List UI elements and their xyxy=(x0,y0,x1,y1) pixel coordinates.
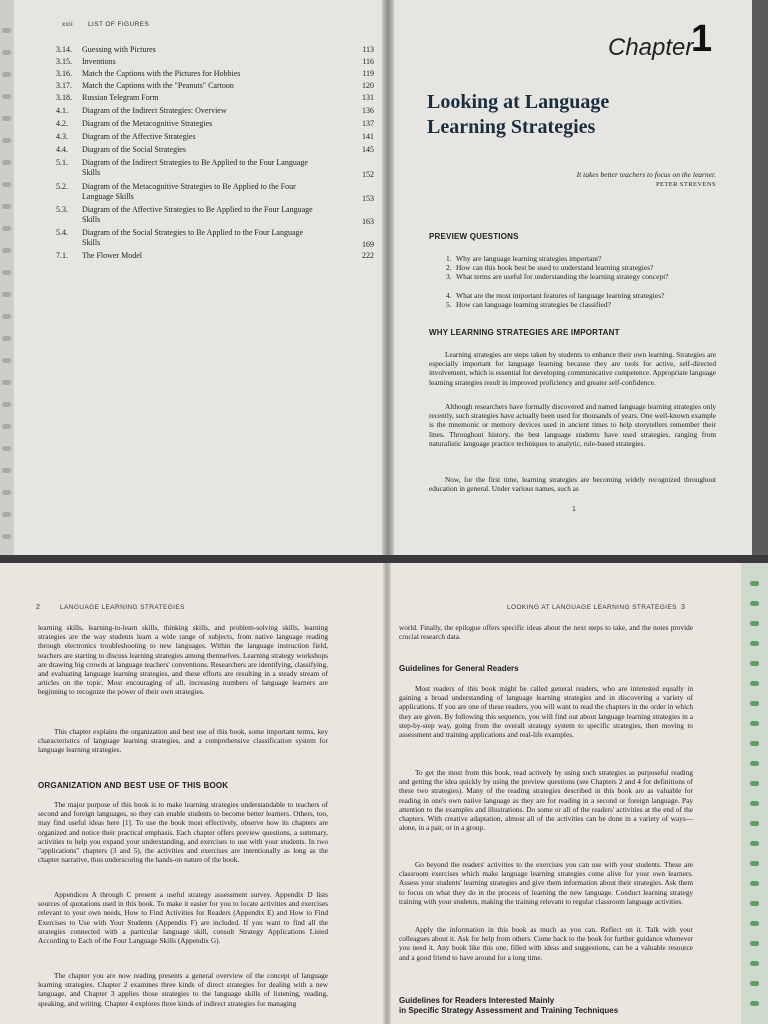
figure-number: 3.14. xyxy=(56,45,72,54)
question-text: What are the most important features of language learning strategies? xyxy=(456,291,665,300)
figure-number: 7.1. xyxy=(56,251,68,260)
right-binding xyxy=(741,563,768,1024)
figure-title: Russian Telegram Form xyxy=(82,93,159,102)
figure-page: 116 xyxy=(362,57,374,66)
figure-entry xyxy=(56,251,374,261)
figure-entry xyxy=(56,106,374,116)
page-chapter-1 xyxy=(394,0,752,555)
figure-entry xyxy=(56,182,374,202)
figure-page: 145 xyxy=(362,145,374,154)
figure-title: Diagram of the Metacognitive Strategies to Be Applied to the Four Language Skills xyxy=(82,182,296,201)
why-heading: WHY LEARNING STRATEGIES ARE IMPORTANT xyxy=(429,328,620,337)
body-paragraph: learning skills, learning-to-learn skills, thinking skills, and problem-solving skills, learning strategies are the way students learn a wide range of subjects, from native language reading through electronics troubleshooting to new languages. Within the language instruction field, teachers are starting to discuss learning strategies among themselves. Learning strategy workshops are drawing big crowds at language teachers' conventions. Researchers are identifying, classifying, and evaluating language learning strategies, and these efforts are resulting in a steady stream of articles on the topic. Most encouraging of all, increasing numbers of language learners are beginning to recognize the power of their own strategies. xyxy=(38,623,328,697)
figure-page: 152 xyxy=(362,170,374,179)
body-paragraph: Most readers of this book might be called general readers, who are interested equally in gaining a broad understanding of language learning strategies and in discovering a variety of applications. If you are one of these readers, you will want to read the chapters in the order in which they are given. By following this sequence, you will find out about language learning strategies in a step-by-step way, going from the overall strategy system to specific strategies, then moving to assessment and training applications and real-life examples. xyxy=(399,684,693,740)
general-readers-heading: Guidelines for General Readers xyxy=(399,664,519,673)
running-head: LOOKING AT LANGUAGE LEARNING STRATEGIES xyxy=(507,604,677,611)
figure-title: Match the Captions with the Pictures for Hobbies xyxy=(82,69,241,78)
figure-page: 113 xyxy=(362,45,374,54)
question-text: What terms are useful for understanding the learning strategy concept? xyxy=(456,272,669,281)
body-paragraph: The major purpose of this book is to make learning strategies understandable to teachers of second and foreign languages, so they can enable students to become better learners. Others, too, may find useful ideas here [1]. To use the book most effectively, observe how its chapters are organized and notice their practical emphasis. Each chapter offers preview questions, a summary, activities to help you expand your understanding, and exercises to use with your students. In two "applications" chapters (3 and 5), the activities and exercises are intentionally as long as the chapter narrative, thus underscoring the hands-on nature of the book. xyxy=(38,800,328,865)
figure-page: 136 xyxy=(362,106,374,115)
figure-page: 141 xyxy=(362,132,374,141)
left-binding xyxy=(0,0,14,555)
page-number: xxii xyxy=(62,21,73,28)
body-paragraph: Learning strategies are steps taken by students to enhance their own learning. Strategies are especially important for language learning because they are tools for active, self-directed involvement, which is essential for developing communicative competence. Appropriate language learning strategies result in improved proficiency and greater self-confidence. xyxy=(429,350,716,387)
figure-entry xyxy=(56,45,374,55)
page-number: 3 xyxy=(681,604,685,611)
bottom-spread xyxy=(0,563,768,1024)
figure-title: Inventions xyxy=(82,57,116,66)
figure-entry xyxy=(56,119,374,129)
page-number: 2 xyxy=(36,604,40,611)
question-number: 5. xyxy=(446,300,452,309)
figure-number: 5.3. xyxy=(56,205,68,214)
chapter-label: Chapter xyxy=(608,34,694,61)
question-text: How can language learning strategies be classified? xyxy=(456,300,611,309)
chapter-title-line: Looking at Language xyxy=(427,91,610,113)
organization-heading: ORGANIZATION AND BEST USE OF THIS BOOK xyxy=(38,781,229,790)
chapter-title-line: Learning Strategies xyxy=(427,116,596,138)
figure-page: 119 xyxy=(362,69,374,78)
figure-title: Diagram of the Affective Strategies xyxy=(82,132,196,141)
preview-question xyxy=(446,272,716,291)
page-2 xyxy=(0,563,385,1024)
figure-number: 5.4. xyxy=(56,228,68,237)
gutter-shadow xyxy=(383,563,391,1024)
figure-number: 3.16. xyxy=(56,69,72,78)
preview-question xyxy=(446,300,716,310)
figure-title: Diagram of the Indirect Strategies: Overview xyxy=(82,106,227,115)
body-paragraph: Apply the information in this book as much as you can. Reflect on it. Talk with your colleagues about it. Ask for help from others. Come back to the book for further guidance whenever you need it. Any book like this one, filled with ideas and suggestions, can be a valuable resource and a good friend to have around for a long time. xyxy=(399,925,693,962)
figure-title: Guessing with Pictures xyxy=(82,45,156,54)
figure-number: 4.3. xyxy=(56,132,68,141)
running-head: LIST OF FIGURES xyxy=(88,21,150,28)
page-3 xyxy=(391,563,741,1024)
figure-page: 222 xyxy=(362,251,374,260)
chapter-number: 1 xyxy=(691,18,713,60)
figure-entry xyxy=(56,158,374,178)
heading-line: in Specific Strategy Assessment and Training Techniques xyxy=(399,1006,619,1015)
gutter-shadow xyxy=(382,0,394,555)
figure-number: 4.2. xyxy=(56,119,68,128)
figure-title: The Flower Model xyxy=(82,251,142,260)
figure-entry xyxy=(56,57,374,67)
epigraph: It takes better teachers to focus on the learner. xyxy=(576,170,716,179)
body-paragraph: To get the most from this book, read actively by using such strategies as purposeful reading and getting the idea quickly by using the preview questions (see Chapters 2 and 4 for definitions of these two strategies). Many of the reading strategies described in this book are as valuable for reading in one's own native language as they are for reading in a second or foreign language. Pay attention to the examples and illustrations. Do some or all of the readers' activities at the end of the chapters. With creative adaptation, almost all of the activities can be done in a variety of ways—alone, in a pair, or in a group. xyxy=(399,768,693,833)
figure-page: 169 xyxy=(362,240,374,249)
page-number: 1 xyxy=(572,506,576,513)
specific-readers-heading xyxy=(399,996,699,1016)
figure-title: Match the Captions with the "Peanuts" Cartoon xyxy=(82,81,234,90)
figure-entry xyxy=(56,69,374,79)
figure-number: 4.4. xyxy=(56,145,68,154)
body-paragraph: This chapter explains the organization and best use of this book, some important terms, key characteristics of language learning strategies, and a comprehensive classification system for language learning strategies. xyxy=(38,727,328,755)
figure-title: Diagram of the Metacognitive Strategies xyxy=(82,119,213,128)
figure-entry xyxy=(56,228,374,248)
figure-number: 4.1. xyxy=(56,106,68,115)
figure-page: 153 xyxy=(362,194,374,203)
figure-entry xyxy=(56,132,374,142)
question-text: Why are language learning strategies important? xyxy=(456,254,602,263)
body-paragraph: Appendices A through C present a useful strategy assessment survey. Appendix D lists sources of quotations used in this book. To make it easier for you to locate activities and exercises relevant to your own needs, How to Find Activities for Readers (Appendix E) and How to Find Exercises to Use with Your Students (Appendix F) are included. If you want to find all the strategies connected with a particular language skill, consult Strategy Applications Listed According to Each of the Four Language Skills (Appendix G). xyxy=(38,890,328,946)
page-list-of-figures xyxy=(14,0,386,555)
figure-number: 5.1. xyxy=(56,158,68,167)
figure-number: 3.17. xyxy=(56,81,72,90)
question-number: 1. xyxy=(446,254,452,263)
figure-entry xyxy=(56,81,374,91)
body-paragraph: Go beyond the readers' activities to the exercises you can use with your students. These are classroom exercises which make language learning strategies come alive for your own learners. Assess your students' learning strategies and give them information about their strategies. Ask them to focus on what they do in the process of learning the new language. Conduct learning strategy training with your students, making the training relevant to regular classroom language activities. xyxy=(399,860,693,906)
figure-title: Diagram of the Social Strategies xyxy=(82,145,186,154)
body-paragraph: The chapter you are now reading presents a general overview of the concept of language learning strategies. Chapter 2 examines three kinds of direct strategies for dealing with a new language, and Chapter 3 applies those strategies to the language skills of listening, reading, speaking, and writing. Chapter 4 explores three kinds of indirect strategies for managing xyxy=(38,971,328,1008)
figure-title: Diagram of the Affective Strategies to Be Applied to the Four Language Skills xyxy=(82,205,313,224)
epigraph-author: PETER STREVENS xyxy=(656,181,716,188)
question-text: How can this book best be used to understand learning strategies? xyxy=(456,263,654,272)
preview-questions-heading: PREVIEW QUESTIONS xyxy=(429,232,519,241)
figure-title: Diagram of the Social Strategies to Be Applied to the Four Language Skills xyxy=(82,228,304,247)
figure-number: 3.15. xyxy=(56,57,72,66)
body-paragraph: world. Finally, the epilogue offers specific ideas about the next steps to take, and the notes provide crucial research data. xyxy=(399,623,693,642)
question-number: 3. xyxy=(446,272,452,281)
question-number: 2. xyxy=(446,263,452,272)
question-number: 4. xyxy=(446,291,452,300)
figure-entry xyxy=(56,205,374,225)
heading-line: Guidelines for Readers Interested Mainly xyxy=(399,996,555,1005)
figure-entry xyxy=(56,145,374,155)
page-edge xyxy=(752,0,768,555)
figure-page: 131 xyxy=(362,93,374,102)
running-head: LANGUAGE LEARNING STRATEGIES xyxy=(60,604,185,611)
figure-page: 163 xyxy=(362,217,374,226)
figure-number: 3.18. xyxy=(56,93,72,102)
figure-entry xyxy=(56,93,374,103)
figure-number: 5.2. xyxy=(56,182,68,191)
figure-page: 137 xyxy=(362,119,374,128)
body-paragraph: Although researchers have formally discovered and named language learning strategies only recently, such strategies have actually been used for thousands of years. One well-known example is the mnemonic or memory devices used in ancient times to help storytellers remember their lines. Throughout history, the best language students have used strategies, ranging from naturalistic language practice techniques to analytic, rule-based strategies. xyxy=(429,402,716,448)
figure-title: Diagram of the Indirect Strategies to Be Applied to the Four Language Skills xyxy=(82,158,308,177)
chapter-title xyxy=(427,90,727,140)
body-paragraph: Now, for the first time, learning strategies are becoming widely recognized throughout education in general. Under various names, such as xyxy=(429,475,716,494)
figure-page: 120 xyxy=(362,81,374,90)
